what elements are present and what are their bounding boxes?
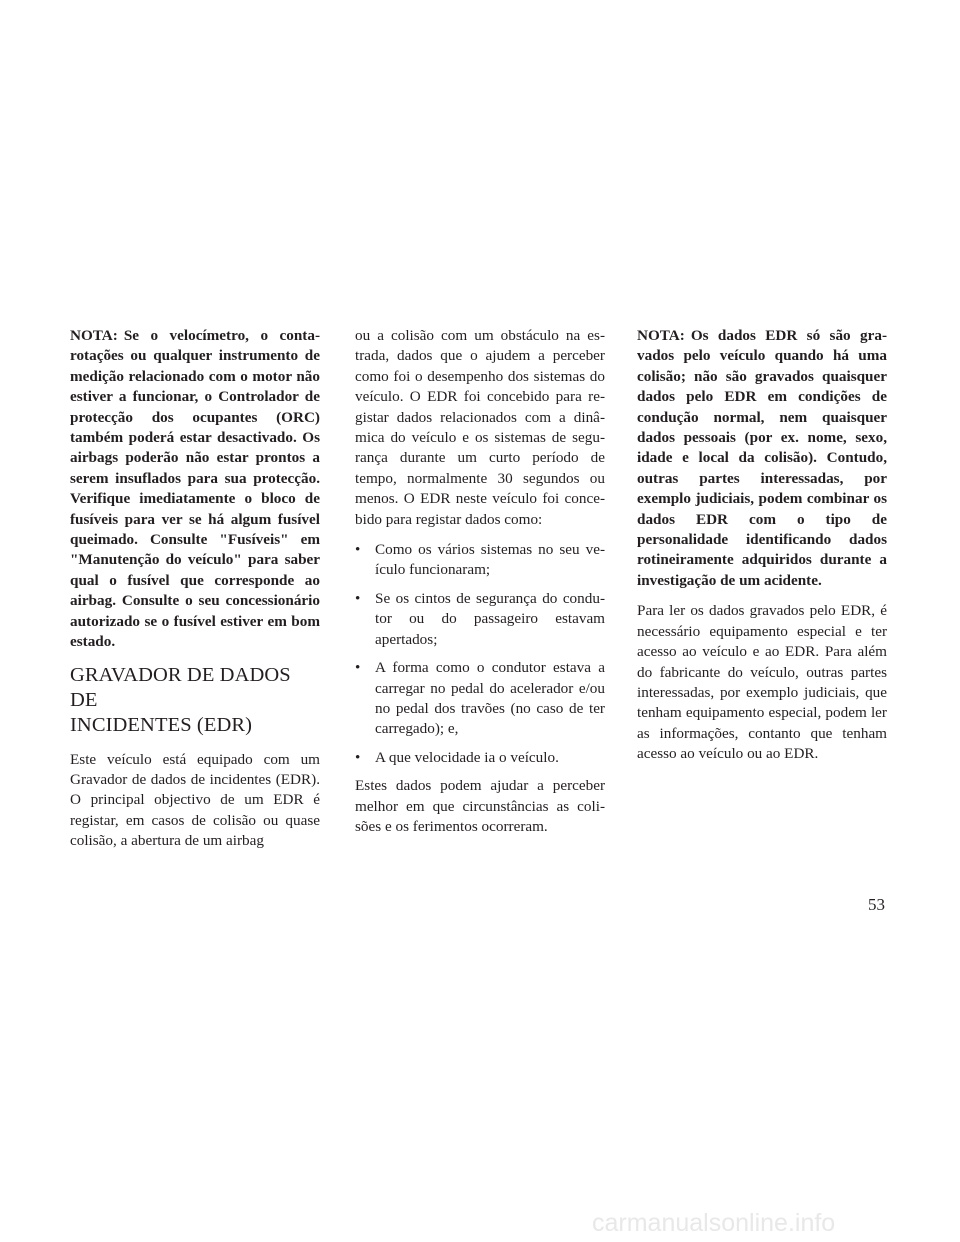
list-item: • Como os vários sistemas no seu veículo funcionaram; bbox=[355, 541, 605, 579]
note-text: Os dados EDR só são gravados pelo veículo quando há uma colisão; não são gravados quaisquer dados pelo EDR em condições de condução normal, nem quaisquer dados pessoais (por ex. nome, sexo, idade e local da colisão). Contudo, outras partes interessadas, por exemplo judiciais, podem combinar os dados EDR com o tipo de personalidade identificando dados rotineiramente adquiridos durante a investigação de um acidente. bbox=[637, 327, 887, 589]
edr-usage-paragraph: Estes dados podem ajudar a perceber melhor em que circunstâncias as colisões e os ferimentos ocorreram. bbox=[355, 777, 605, 835]
note-edr-recording bbox=[637, 326, 887, 591]
list-item: • A forma como o condutor estava a carregar no pedal do acelerador e/ou no pedal dos travões (no caso de ter carregado); e, bbox=[355, 659, 605, 738]
list-item: • Se os cintos de segurança do condutor ou do passageiro estavam apertados; bbox=[355, 589, 605, 648]
column-middle bbox=[355, 326, 605, 847]
bullet-icon: • bbox=[355, 659, 361, 677]
bullet-icon: • bbox=[355, 541, 361, 559]
note-label: NOTA: bbox=[70, 327, 118, 344]
edr-reading-paragraph: Para ler os dados gravados pelo EDR, é necessário equipamento especial e ter acesso ao veículo e ao EDR. Para além do fabricante do veículo, outras partes interessadas, por exemplo judiciais, que tenham equipamento especial, podem ler as informações, contanto que tenham acesso ao veículo ou ao EDR. bbox=[637, 602, 887, 763]
svg-text:carmanualsonline.info: carmanualsonline.info bbox=[592, 1209, 836, 1237]
list-item: • A que velocidade ia o veículo. bbox=[355, 748, 605, 768]
edr-data-list bbox=[355, 540, 605, 768]
column-right bbox=[637, 326, 887, 775]
heading-line-2: INCIDENTES (EDR) bbox=[70, 713, 253, 736]
edr-intro-paragraph: Este veículo está equipado com um Gravador de dados de incidentes (EDR). O principal objectivo de um EDR é registar, em casos de colisão ou quase colisão, a abertura de um airbag bbox=[70, 750, 320, 850]
bullet-icon: • bbox=[355, 748, 361, 766]
watermark-logo bbox=[592, 1205, 952, 1239]
note-orc-warning bbox=[70, 326, 320, 653]
edr-purpose-paragraph: ou a colisão com um obstáculo na estrada, dados que o ajudem a perceber como foi o desempenho dos sistemas do veículo. O EDR foi concebido para registar dados relacionados com a dinâmica do veículo e os sistemas de segurança durante um curto período de tempo, normalmente 30 segundos ou menos. O EDR neste veículo foi concebido para registar dados como: bbox=[355, 327, 605, 528]
section-heading-edr bbox=[70, 663, 320, 738]
page-number: 53 bbox=[868, 895, 885, 914]
column-left bbox=[70, 326, 320, 862]
heading-line-1: GRAVADOR DE DADOS DE bbox=[70, 663, 291, 711]
bullet-icon: • bbox=[355, 589, 361, 607]
note-text: Se o velocímetro, o conta-rotações ou qualquer instrumento de medição relacionado com o motor não estiver a funcionar, o Controlador de protecção dos ocupantes (ORC) também poderá estar desactivado. Os airbags poderão não estar prontos a serem insuflados para sua protecção. Verifique imediatamente o bloco de fusíveis para ver se há algum fusível queimado. Consulte "Fusíveis" em "Manutenção do veículo" para saber qual o fusível que corresponde ao airbag. Consulte o seu concessionário autorizado se o fusível estiver em bom estado. bbox=[70, 327, 320, 651]
note-label: NOTA: bbox=[637, 327, 685, 344]
